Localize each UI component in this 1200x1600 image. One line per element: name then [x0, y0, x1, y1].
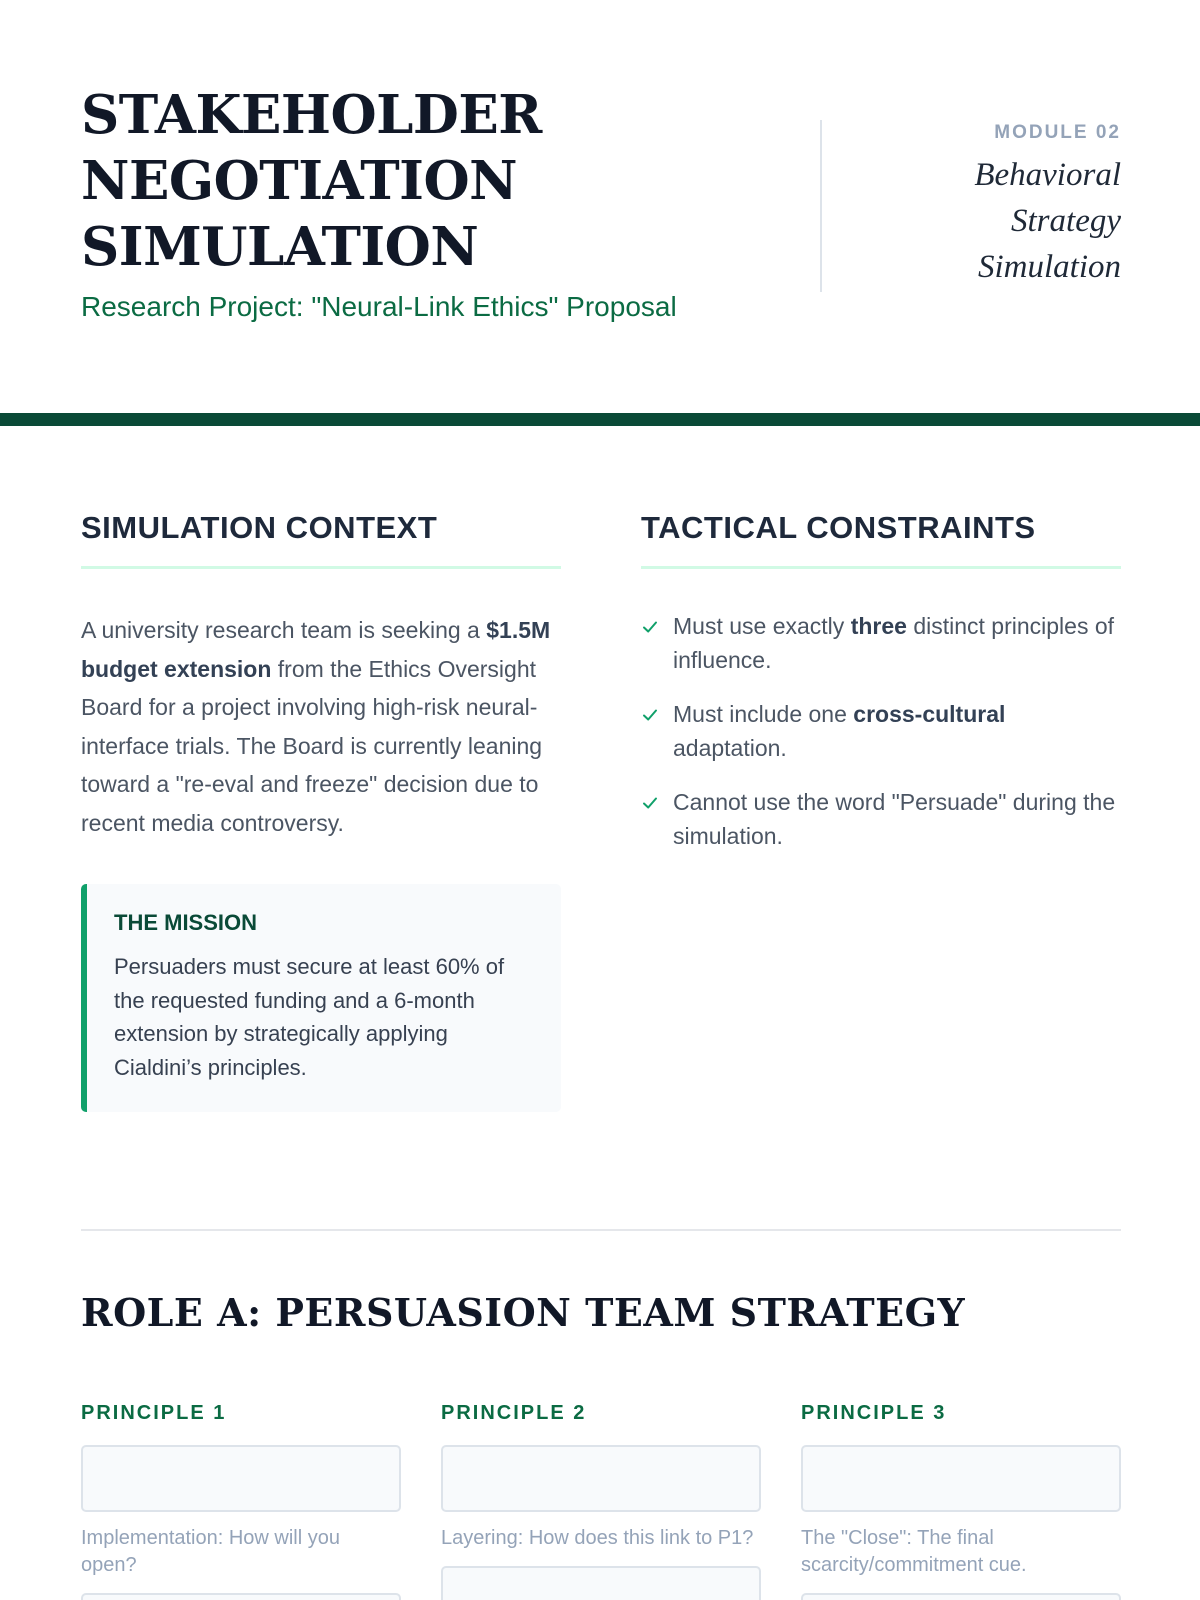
module-info	[974, 122, 1121, 290]
principle-2-hint: Layering: How does this link to P1?	[441, 1527, 754, 1549]
principle-2-label: PRINCIPLE 2	[441, 1402, 587, 1424]
principle-1	[81, 1402, 401, 1600]
page-title: STAKEHOLDER NEGOTIATION SIMULATION	[81, 84, 542, 278]
module-name-line-1: Behavioral	[974, 157, 1121, 193]
principle-2	[441, 1402, 761, 1600]
module-name-line-2: Strategy	[1011, 203, 1121, 239]
principles-grid	[81, 1402, 1121, 1600]
constraint-text-pre: Must use exactly	[673, 613, 851, 639]
module-code: MODULE 02	[994, 122, 1121, 143]
constraint-item	[641, 697, 1121, 765]
context-text-start: A university research team is seeking a	[81, 617, 487, 643]
mission-callout	[81, 884, 561, 1112]
check-icon	[641, 794, 659, 812]
principle-2-layering-field[interactable]	[441, 1566, 761, 1600]
principle-1-label: PRINCIPLE 1	[81, 1402, 227, 1424]
simulation-context-text	[81, 611, 561, 842]
constraint-text-bold: three	[850, 613, 907, 639]
constraint-text-bold: cross-cultural	[853, 701, 1006, 727]
principle-3	[801, 1402, 1121, 1600]
principle-1-input[interactable]	[81, 1445, 401, 1512]
tactical-constraints-heading: TACTICAL CONSTRAINTS	[641, 510, 1121, 569]
constraint-text	[673, 609, 1121, 677]
page-header	[81, 82, 1121, 342]
principle-2-input[interactable]	[441, 1445, 761, 1512]
page-subtitle: Research Project: "Neural-Link Ethics" Proposal	[81, 291, 677, 322]
role-a-heading: ROLE A: PERSUASION TEAM STRATEGY	[81, 1290, 966, 1335]
constraint-text-pre: Must include one	[673, 701, 854, 727]
mission-heading: THE MISSION	[114, 910, 258, 935]
header-divider	[820, 120, 822, 292]
section-divider	[81, 1229, 1121, 1231]
principle-1-implementation-field[interactable]	[81, 1593, 401, 1600]
constraint-text-pre: Cannot use the word "Persuade" during the simulation.	[673, 789, 1116, 849]
principle-3-close-field[interactable]	[801, 1593, 1121, 1600]
principle-3-label: PRINCIPLE 3	[801, 1402, 947, 1424]
constraint-text-post: adaptation.	[673, 735, 787, 761]
constraint-text	[673, 697, 1121, 765]
module-name	[974, 152, 1121, 290]
module-name-line-3: Simulation	[977, 249, 1121, 285]
check-icon	[641, 618, 659, 636]
constraints-list	[641, 609, 1121, 853]
tactical-constraints-section	[641, 510, 1121, 873]
check-icon	[641, 706, 659, 724]
principle-3-hint: The "Close": The final scarcity/commitment cue.	[801, 1527, 1027, 1576]
simulation-context-section	[81, 510, 561, 1112]
constraint-item	[641, 609, 1121, 677]
header-band	[0, 413, 1200, 426]
principle-3-input[interactable]	[801, 1445, 1121, 1512]
constraint-text-post: distinct principles of influence.	[673, 613, 1115, 673]
context-text-bold: $1.5M budget extension	[81, 617, 551, 682]
context-text-end: from the Ethics Oversight Board for a project involving high-risk neural-interface trials. The Board is currently leaning toward a "re-eval and freeze" decision due to recent media controversy.	[81, 655, 543, 836]
simulation-context-heading: SIMULATION CONTEXT	[81, 510, 561, 569]
constraint-text	[673, 785, 1121, 853]
mission-text: Persuaders must secure at least 60% of the requested funding and a 6-month extension by strategically applying Cialdini’s principles.	[114, 954, 505, 1080]
constraint-item	[641, 785, 1121, 853]
principle-1-hint: Implementation: How will you open?	[81, 1527, 340, 1576]
